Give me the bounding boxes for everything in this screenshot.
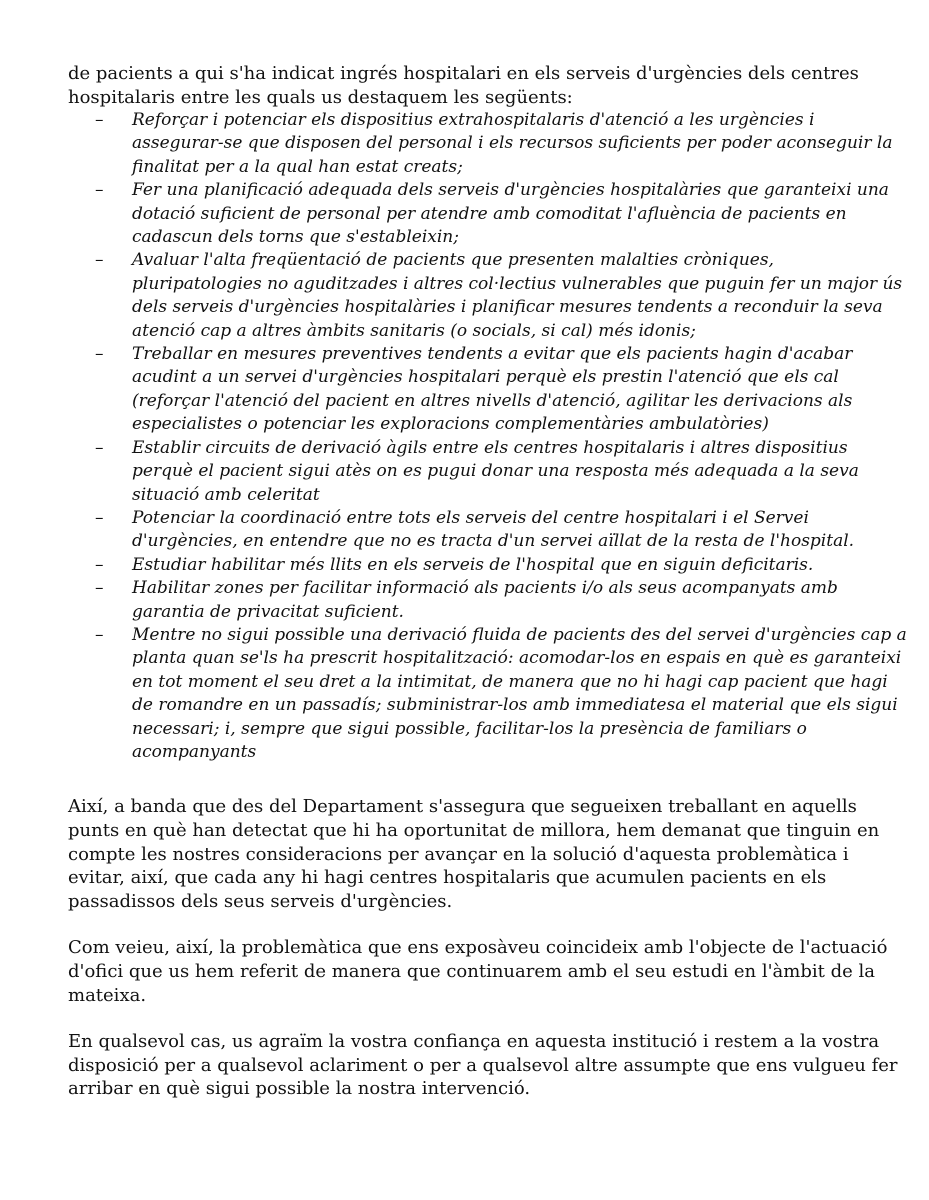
list-item bbox=[68, 624, 908, 764]
bullet-dash: – bbox=[95, 437, 104, 458]
bullet-dash: – bbox=[95, 344, 104, 365]
bullet-dash: – bbox=[95, 110, 104, 130]
list-item bbox=[68, 507, 908, 554]
measures-list bbox=[68, 109, 908, 764]
bullet-dash: – bbox=[95, 180, 104, 201]
list-item bbox=[68, 554, 908, 577]
list-item-text: Potenciar la coordinació entre tots els serveis del centre hospitalari i el Servei d'urgències, en entendre que no es tracta d'un servei aïllat de la resta de l'hospital. bbox=[132, 507, 855, 552]
list-item-text: Mentre no sigui possible una derivació fluida de pacients des del servei d'urgències cap a planta quan se'ls ha prescrit hospitalització: acomodar-los en espais en què es garanteixi en tot moment el seu dret a la intimitat, de manera que no hi hagi cap pacient que hagi de romandre en un passadís; subministrar-los amb immediatesa el material que els sigui necessari; i, sempre que sigui possible, facilitar-los la presència de familiars o acompanyants bbox=[132, 624, 907, 762]
bullet-dash: – bbox=[95, 624, 104, 645]
bullet-dash: – bbox=[95, 507, 104, 528]
list-item bbox=[68, 249, 908, 343]
list-item bbox=[68, 179, 908, 249]
document-page bbox=[68, 62, 908, 1101]
list-item-text: Fer una planificació adequada dels serveis d'urgències hospitalàries que garanteixi una dotació suficient de personal per atendre amb comoditat l'afluència de pacients en cadascun dels torns que s'estableixin; bbox=[132, 180, 889, 248]
list-item-text: Estudiar habilitar més llits en els serveis de l'hospital que en siguin deficitaris. bbox=[132, 554, 814, 575]
bullet-dash: – bbox=[95, 250, 104, 271]
list-item-text: Reforçar i potenciar els dispositius extrahospitalaris d'atenció a les urgències i assegurar-se que disposen del personal i els recursos suficients per poder aconseguir la finalitat per a la qual han estat creats; bbox=[132, 110, 893, 177]
list-item-text: Establir circuits de derivació àgils entre els centres hospitalaris i altres dispositius perquè el pacient sigui atès on es pugui donar una resposta més adequada a la seva situació amb celeritat bbox=[132, 437, 859, 505]
paragraph-department: Així, a banda que des del Departament s'assegura que segueixen treballant en aquells punts en què han detectat que hi ha oportunitat de millora, hem demanat que tinguin en compte les nostres consideracions per avançar en la solució d'aquesta problemàtica i evitar, així, que cada any hi hagi centres hospitalaris que acumulen pacients en els passadissos dels seus serveis d'urgències. bbox=[68, 796, 880, 912]
bullet-dash: – bbox=[95, 554, 104, 575]
paragraph-ex-officio: Com veieu, així, la problemàtica que ens exposàveu coincideix amb l'objecte de l'actuació d'ofici que us hem referit de manera que continuarem amb el seu estudi en l'àmbit de la mateixa. bbox=[68, 937, 888, 1006]
list-item bbox=[68, 577, 908, 624]
list-item-text: Treballar en mesures preventives tendents a evitar que els pacients hagin d'acabar acudint a un servei d'urgències hospitalari perquè els prestin l'atenció que els cal (reforçar l'atenció del pacient en altres nivells d'atenció, agilitar les derivacions als especialistes o potenciar les exploracions complementàries ambulatòries) bbox=[132, 344, 853, 435]
list-item-text: Habilitar zones per facilitar informació als pacients i/o als seus acompanyats amb garantia de privacitat suficient. bbox=[132, 578, 838, 622]
list-item bbox=[68, 437, 908, 507]
intro-paragraph: de pacients a qui s'ha indicat ingrés hospitalari en els serveis d'urgències dels centres hospitalaris entre les quals us destaquem les següents: bbox=[68, 63, 859, 108]
list-item bbox=[68, 109, 908, 179]
list-item bbox=[68, 343, 908, 437]
bullet-dash: – bbox=[95, 578, 104, 599]
list-item-text: Avaluar l'alta freqüentació de pacients que presenten malalties cròniques, pluripatologies no aguditzades i altres col·lectius vulnerables que puguin fer un major ús dels serveis d'urgències hospitalàries i planificar mesures tendents a reconduir la seva atenció cap a altres àmbits sanitaris (o socials, si cal) més idonis; bbox=[132, 250, 903, 341]
paragraph-closing: En qualsevol cas, us agraïm la vostra confiança en aquesta institució i restem a la vostra disposició per a qualsevol aclariment o per a qualsevol altre assumpte que ens vulgueu fer arribar en què sigui possible la nostra intervenció. bbox=[68, 1031, 898, 1100]
